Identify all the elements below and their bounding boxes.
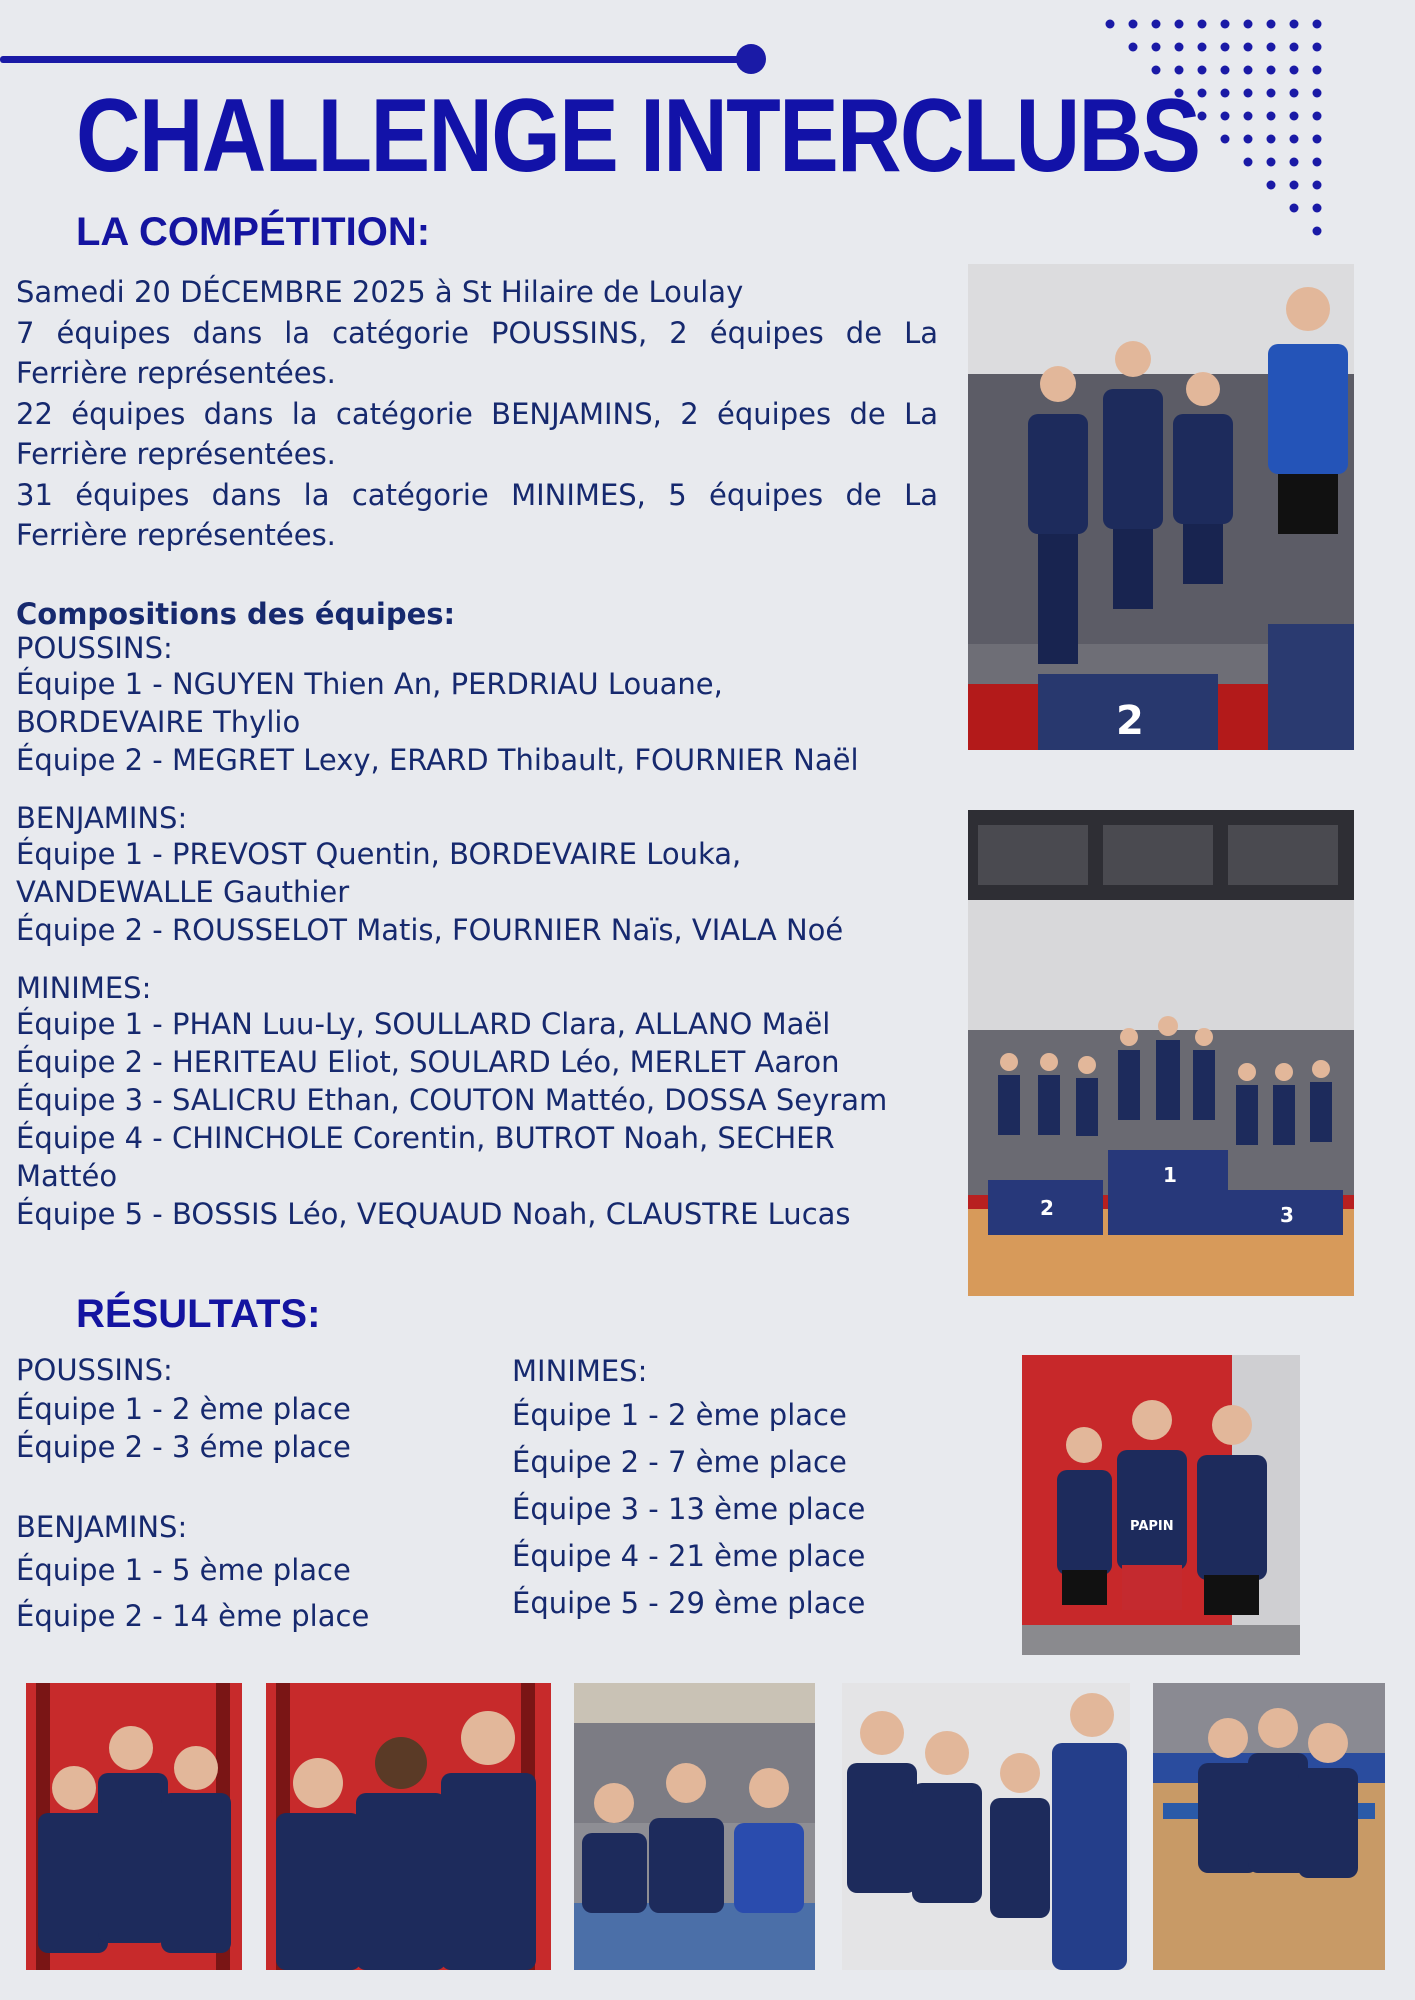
result-line: Équipe 2 - 7 ème place xyxy=(512,1445,847,1479)
pattern-dot xyxy=(1221,89,1230,98)
pattern-dot xyxy=(1152,20,1161,29)
result-line: Équipe 1 - 2 ème place xyxy=(16,1392,351,1426)
photo-team-bottom-4 xyxy=(842,1683,1130,1970)
pattern-dot xyxy=(1290,204,1299,213)
results-minimes xyxy=(512,1350,865,1627)
pattern-dot xyxy=(1313,66,1322,75)
pattern-dot xyxy=(1106,20,1115,29)
composition-line: Équipe 2 - MEGRET Lexy, ERARD Thibault, FOURNIER Naël xyxy=(16,743,859,777)
compositions-benjamins-title: BENJAMINS: xyxy=(16,801,188,835)
jersey-text: PAPIN xyxy=(1130,1519,1174,1534)
pattern-dot xyxy=(1267,112,1276,121)
pattern-dot xyxy=(1313,135,1322,144)
ceremony-step-label: 1 xyxy=(1163,1163,1177,1187)
pattern-dot xyxy=(1313,204,1322,213)
composition-line: Équipe 4 - CHINCHOLE Corentin, BUTROT Noah, SECHER xyxy=(16,1121,835,1155)
composition-line: Équipe 2 - ROUSSELOT Matis, FOURNIER Naïs, VIALA Noé xyxy=(16,913,844,947)
pattern-dot xyxy=(1290,158,1299,167)
photo-podium-ceremony xyxy=(968,810,1354,1296)
podium-step-label: 2 xyxy=(1116,698,1144,744)
pattern-dot xyxy=(1290,43,1299,52)
pattern-dot xyxy=(1313,158,1322,167)
pattern-dot xyxy=(1221,135,1230,144)
ceremony-step-label: 3 xyxy=(1280,1203,1294,1227)
competition-heading: LA COMPÉTITION: xyxy=(76,210,431,254)
composition-line: Équipe 1 - PHAN Luu-Ly, SOULLARD Clara, ALLANO Maël xyxy=(16,1007,831,1041)
result-line: Équipe 1 - 5 ème place xyxy=(16,1553,351,1587)
result-line: Équipe 4 - 21 ème place xyxy=(512,1539,866,1573)
header-rule-dot xyxy=(736,44,766,74)
pattern-dot xyxy=(1267,20,1276,29)
results-poussins xyxy=(16,1350,351,1466)
result-line: Équipe 1 - 2 ème place xyxy=(512,1398,847,1432)
pattern-dot xyxy=(1267,43,1276,52)
photo-team-trio xyxy=(1022,1355,1300,1655)
competition-date: Samedi 20 DÉCEMBRE 2025 à St Hilaire de Loulay xyxy=(16,275,744,309)
composition-line: BORDEVAIRE Thylio xyxy=(16,705,301,739)
photo-team-bottom-1 xyxy=(26,1683,242,1970)
result-line: Équipe 2 - 14 ème place xyxy=(16,1599,370,1633)
competition-poussins-count: 7 équipes dans la catégorie POUSSINS, 2 équipes de La Ferrière représentées. xyxy=(16,315,938,390)
photo-team-bottom-3 xyxy=(574,1683,815,1970)
pattern-dot xyxy=(1244,89,1253,98)
pattern-dot xyxy=(1313,181,1322,190)
pattern-dot xyxy=(1152,43,1161,52)
pattern-dot xyxy=(1152,66,1161,75)
pattern-dot xyxy=(1198,20,1207,29)
pattern-dot xyxy=(1290,89,1299,98)
pattern-dot xyxy=(1244,43,1253,52)
pattern-dot xyxy=(1290,66,1299,75)
compositions-minimes-title: MINIMES: xyxy=(16,971,152,1005)
composition-line: Équipe 2 - HERITEAU Eliot, SOULARD Léo, MERLET Aaron xyxy=(16,1045,840,1079)
result-line: Équipe 5 - 29 ème place xyxy=(512,1586,866,1620)
pattern-dot xyxy=(1267,66,1276,75)
pattern-dot xyxy=(1313,43,1322,52)
results-benjamins-title: BENJAMINS: xyxy=(16,1510,188,1544)
composition-line: Équipe 1 - PREVOST Quentin, BORDEVAIRE Louka, xyxy=(16,837,742,871)
pattern-dot xyxy=(1221,66,1230,75)
photo-podium-poussins xyxy=(968,264,1354,750)
pattern-dot xyxy=(1198,43,1207,52)
pattern-dot xyxy=(1175,43,1184,52)
header-rule xyxy=(0,56,752,63)
result-line: Équipe 3 - 13 ème place xyxy=(512,1492,866,1526)
competition-benjamins-count: 22 équipes dans la catégorie BENJAMINS, 2 équipes de La Ferrière représentées. xyxy=(16,396,938,471)
pattern-dot xyxy=(1175,20,1184,29)
pattern-dot xyxy=(1244,158,1253,167)
ceremony-step-label: 2 xyxy=(1040,1196,1054,1220)
pattern-dot xyxy=(1313,89,1322,98)
photo-team-bottom-2 xyxy=(266,1683,551,1970)
results-poussins-title: POUSSINS: xyxy=(16,1353,173,1387)
composition-line: VANDEWALLE Gauthier xyxy=(16,875,350,909)
pattern-dot xyxy=(1267,89,1276,98)
compositions-poussins-title: POUSSINS: xyxy=(16,631,173,665)
pattern-dot xyxy=(1267,135,1276,144)
results-minimes-title: MINIMES: xyxy=(512,1354,648,1388)
pattern-dot xyxy=(1267,181,1276,190)
composition-line: Équipe 3 - SALICRU Ethan, COUTON Mattéo, DOSSA Seyram xyxy=(16,1083,888,1117)
pattern-dot xyxy=(1290,20,1299,29)
pattern-dot xyxy=(1221,20,1230,29)
pattern-dot xyxy=(1129,43,1138,52)
results-heading: RÉSULTATS: xyxy=(76,1292,321,1336)
pattern-dot xyxy=(1175,66,1184,75)
results-benjamins xyxy=(16,1507,369,1639)
pattern-dot xyxy=(1290,181,1299,190)
competition-minimes-count: 31 équipes dans la catégorie MINIMES, 5 équipes de La Ferrière représentées. xyxy=(16,477,938,552)
composition-line: Équipe 1 - NGUYEN Thien An, PERDRIAU Louane, xyxy=(16,667,723,701)
pattern-dot xyxy=(1313,227,1322,236)
pattern-dot xyxy=(1244,112,1253,121)
compositions-heading: Compositions des équipes: xyxy=(16,597,456,631)
composition-line: Équipe 5 - BOSSIS Léo, VEQUAUD Noah, CLAUSTRE Lucas xyxy=(16,1197,851,1231)
pattern-dot xyxy=(1313,20,1322,29)
pattern-dot xyxy=(1244,66,1253,75)
pattern-dot xyxy=(1313,112,1322,121)
composition-line: Mattéo xyxy=(16,1159,118,1193)
team-compositions xyxy=(16,597,936,1233)
pattern-dot xyxy=(1221,112,1230,121)
result-line: Équipe 2 - 3 éme place xyxy=(16,1430,351,1464)
page-title: CHALLENGE INTERCLUBS xyxy=(76,78,1200,194)
pattern-dot xyxy=(1244,20,1253,29)
pattern-dot xyxy=(1221,43,1230,52)
competition-intro xyxy=(16,272,938,556)
photo-team-bottom-5 xyxy=(1153,1683,1385,1970)
pattern-dot xyxy=(1290,112,1299,121)
pattern-dot xyxy=(1198,66,1207,75)
pattern-dot xyxy=(1290,135,1299,144)
pattern-dot xyxy=(1129,20,1138,29)
pattern-dot xyxy=(1244,135,1253,144)
pattern-dot xyxy=(1267,158,1276,167)
